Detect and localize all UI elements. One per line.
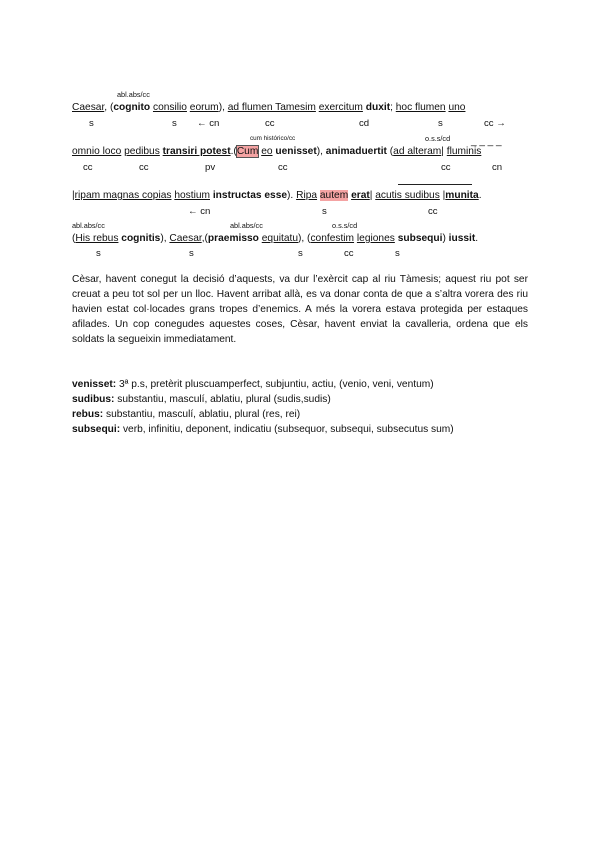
latin-verb: animaduertit [325,146,387,157]
latin-word: cognito [113,102,151,113]
gloss-label: cc [344,248,354,259]
latin-verb: uenisset [275,146,317,157]
latin-verb: transiri potest [162,146,231,157]
latin-word: Caesar [72,102,105,113]
gloss-label: s [189,248,194,259]
punctuation: , ( [104,102,114,113]
latin-verb: munita [445,190,479,201]
latin-phrase: omnio loco [72,146,122,157]
latin-word: legiones [356,233,395,244]
gloss-label: ← cn [197,118,220,129]
punctuation: | [439,190,446,201]
latin-phrase: ad flumen Tamesim [227,102,316,113]
gloss-label: s [298,248,303,259]
latin-word: hostium [174,190,210,201]
syntax-tag: cum histórico/cc [250,135,296,142]
latin-line-1 [72,102,532,114]
syntax-tag: abl.abs/cc [117,90,150,99]
punctuation: ) [442,233,449,244]
latin-verb: praemisso [207,233,259,244]
punctuation: | [369,190,376,201]
gloss-label: ← cn [188,206,211,217]
latin-word: pedibus [124,146,160,157]
vocabulary-definition: 3ª p.s, pretèrit pluscuamperfect, subjuntiu, actiu, (venio, veni, ventum) [116,379,434,390]
gloss-label: cd [359,118,370,129]
vocabulary-term: venisset: [72,379,117,390]
gloss-label: s [96,248,101,259]
vocabulary-item [72,392,532,407]
syntax-tag: o.s.s/cd [425,134,451,143]
punctuation: | [441,146,447,157]
vocabulary-term: rebus: [72,409,104,420]
latin-word: eo [261,146,273,157]
punctuation: . [478,190,482,201]
latin-word: fluminis [446,146,482,157]
latin-verb: cognitis [121,233,161,244]
latin-phrase: |ripam magnas copias [72,190,172,201]
latin-line-4 [72,233,532,245]
latin-phrase: ad alteram [393,146,442,157]
latin-word: eorum [189,102,219,113]
punctuation: ; [390,102,396,113]
punctuation: ), [218,102,228,113]
punctuation: ). [287,190,297,201]
latin-conjunction-highlight: autem [319,190,349,201]
latin-word: Caesar [169,233,202,244]
latin-word: Ripa [296,190,318,201]
gloss-label: cc → [484,118,506,129]
gloss-label: pv [205,162,216,173]
gloss-label: s [395,248,400,259]
punctuation: ( [386,146,394,157]
latin-word: uno [448,102,466,113]
vocabulary-definition: substantiu, masculí, ablatiu, plural (res, rei) [103,409,301,420]
punctuation: ), ( [298,233,311,244]
punctuation: ), [316,146,326,157]
vocabulary-term: sudibus: [72,394,115,405]
punctuation: .( [230,146,237,157]
latin-verb: erat [351,190,370,201]
syntax-tag: abl.abs/cc [72,221,105,230]
latin-word: confestim [310,233,355,244]
gloss-label: cc [265,118,275,129]
gloss-label: cc [278,162,288,173]
vocabulary-item [72,422,532,437]
vocabulary-definition: verb, infinitiu, deponent, indicatiu (subsequor, subsequi, subsecutus sum) [120,424,454,435]
punctuation: ( [72,233,76,244]
vocabulary-item [72,407,532,422]
latin-conjunction-highlight: Cum [236,146,259,157]
latin-phrase: His rebus [75,233,119,244]
gloss-label: cc [83,162,93,173]
latin-line-3 [72,190,532,202]
latin-word: exercitum [318,102,363,113]
latin-verb: duxit [365,102,391,113]
gloss-label: s [172,118,177,129]
latin-phrase: acutis sudibus [375,190,440,201]
dashed-marker: _ _ _ _ [471,136,502,147]
vocabulary-item [72,377,532,392]
gloss-label: s [89,118,94,129]
punctuation: . [475,233,479,244]
latin-phrase: hoc flumen [395,102,446,113]
gloss-label: cc [139,162,149,173]
latin-word: consilio [152,102,187,113]
punctuation: ,( [201,233,208,244]
punctuation: ), [160,233,170,244]
syntax-tag: o.s.s/cd [332,221,358,230]
gloss-label: cn [492,162,503,173]
gloss-label: s [438,118,443,129]
vocabulary-term: subsequi: [72,424,121,435]
translation-paragraph: Cèsar, havent conegut la decisió d’aquests, va dur l’exèrcit cap al riu Tàmesis; aquest riu pot ser creuat a peu tot sol per un lloc. Havent arribat allà, es va donar conta de que a s’altra vorera des riu havien estat col·locades grans tropes d’enemics. A més la vorera estava protegida per estaques afilades. Un cop conegudes aquestes coses, Cèsar, havent enviat la cavalleria, ordena que els soldats la segueixin immediatament. [72,274,528,345]
vocabulary-definition: substantiu, masculí, ablatiu, plural (sudis,sudis) [114,394,331,405]
latin-line-2 [72,146,532,158]
syntax-tag: abl.abs/cc [230,221,263,230]
vocabulary-list [72,377,532,437]
latin-word: equitatu [261,233,298,244]
latin-verb: subsequi [397,233,443,244]
latin-verb: iussit [448,233,476,244]
latin-verb: instructas esse [212,190,288,201]
bracket-rule [398,184,472,185]
gloss-label: cc [428,206,438,217]
gloss-label: s [322,206,327,217]
gloss-label: cc [441,162,451,173]
